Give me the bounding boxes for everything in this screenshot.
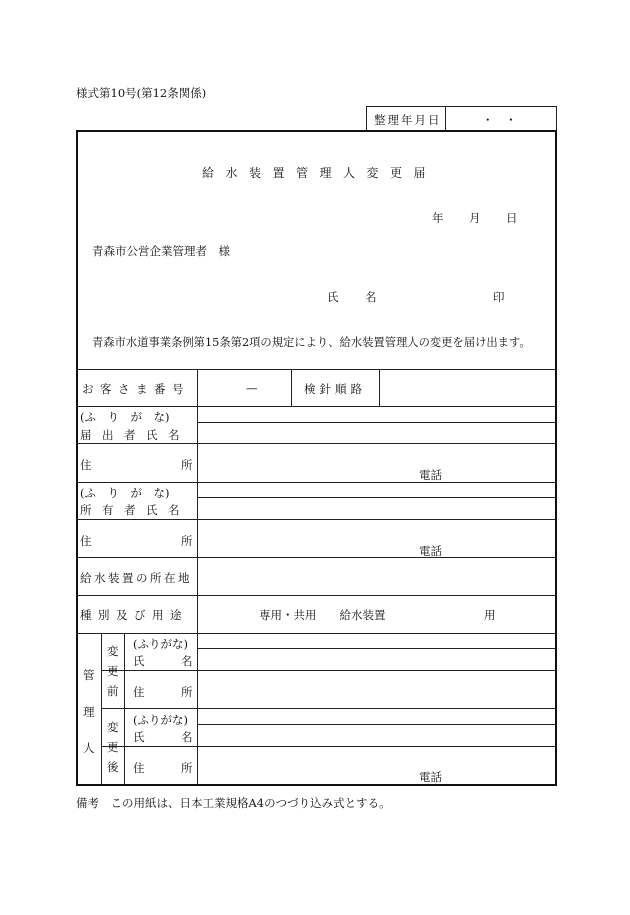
date-year: 年 — [432, 211, 444, 225]
manager-char-3: 人 — [83, 741, 95, 755]
usage-suffix: 用 — [484, 608, 496, 622]
usage-label: 種別及び用途 — [80, 608, 188, 622]
before-address-label-2: 所 — [181, 685, 193, 699]
applicant-name-label: 届出者氏名 — [80, 428, 190, 442]
applicant-phone-label: 電話 — [419, 468, 442, 482]
meter-route-label: 検針順路 — [304, 382, 366, 396]
location-label: 給水装置の所在地 — [80, 571, 192, 585]
applicant-address-field[interactable] — [199, 445, 554, 481]
footer-note: 備考 この用紙は、日本工業規格A4のつづり込み式とする。 — [76, 796, 391, 810]
customer-number-dash: — — [246, 381, 258, 395]
after-address-label-1: 住 — [133, 761, 145, 775]
seal-mark: 印 — [493, 290, 505, 304]
name-mei: 名 — [365, 290, 377, 304]
manager-char-1: 管 — [83, 668, 95, 682]
after-furigana-label: (ふりがな) — [133, 713, 188, 727]
name-shi: 氏 — [327, 290, 339, 304]
location-field[interactable] — [199, 559, 554, 594]
before-name-field[interactable] — [199, 650, 554, 669]
customer-number-label — [82, 381, 192, 397]
before-name-label-1: 氏 — [133, 654, 145, 668]
owner-furigana-label: (ふ り が な) — [80, 486, 170, 500]
before-char-2: 更 — [107, 664, 119, 678]
meter-route-field[interactable] — [381, 371, 553, 404]
owner-name-field[interactable] — [199, 499, 554, 518]
usage-value[interactable]: 専用・共用 給水装置 — [259, 608, 386, 622]
customer-number-label-text: お客さま番号 — [82, 382, 190, 396]
owner-address-label-1: 住 — [80, 534, 92, 548]
manager-char-2: 理 — [83, 705, 95, 719]
before-address-label-1: 住 — [133, 685, 145, 699]
before-char-1: 変 — [107, 644, 119, 658]
applicant-address-label-2: 所 — [181, 458, 193, 472]
after-char-2: 更 — [107, 740, 119, 754]
seiri-value[interactable]: ・ ・ — [482, 113, 521, 127]
applicant-name-field[interactable] — [199, 424, 554, 442]
date-day: 日 — [506, 211, 518, 225]
after-name-label-2: 名 — [181, 730, 193, 744]
form-number: 様式第10号(第12条関係) — [76, 86, 207, 100]
owner-furigana-field[interactable] — [199, 483, 554, 496]
addressee: 青森市公営企業管理者 様 — [92, 244, 230, 258]
after-char-3: 後 — [107, 760, 119, 774]
applicant-address-label-1: 住 — [80, 458, 92, 472]
before-furigana-field[interactable] — [199, 634, 554, 647]
owner-phone-label: 電話 — [419, 544, 442, 558]
applicant-furigana-field[interactable] — [199, 407, 554, 421]
after-name-field[interactable] — [199, 726, 554, 745]
owner-address-field[interactable] — [199, 521, 554, 556]
after-name-label-1: 氏 — [133, 730, 145, 744]
after-phone-label: 電話 — [419, 770, 442, 784]
owner-address-label-2: 所 — [181, 534, 193, 548]
after-char-1: 変 — [107, 720, 119, 734]
after-address-label-2: 所 — [181, 761, 193, 775]
before-furigana-label: (ふりがな) — [133, 637, 188, 651]
after-furigana-field[interactable] — [199, 710, 554, 723]
before-name-label-2: 名 — [181, 654, 193, 668]
seiri-label: 整理年月日 — [374, 113, 442, 127]
after-address-field[interactable] — [199, 748, 554, 783]
statement: 青森市水道事業条例第15条第2項の規定により、給水装置管理人の変更を届け出ます。 — [92, 336, 531, 349]
doc-title: 給水装置管理人変更届 — [202, 166, 438, 180]
owner-name-label: 所有者氏名 — [80, 503, 190, 517]
date-month: 月 — [469, 211, 481, 225]
before-address-field[interactable] — [199, 672, 554, 707]
applicant-furigana-label: (ふ り が な) — [80, 410, 170, 424]
before-char-3: 前 — [107, 684, 119, 698]
